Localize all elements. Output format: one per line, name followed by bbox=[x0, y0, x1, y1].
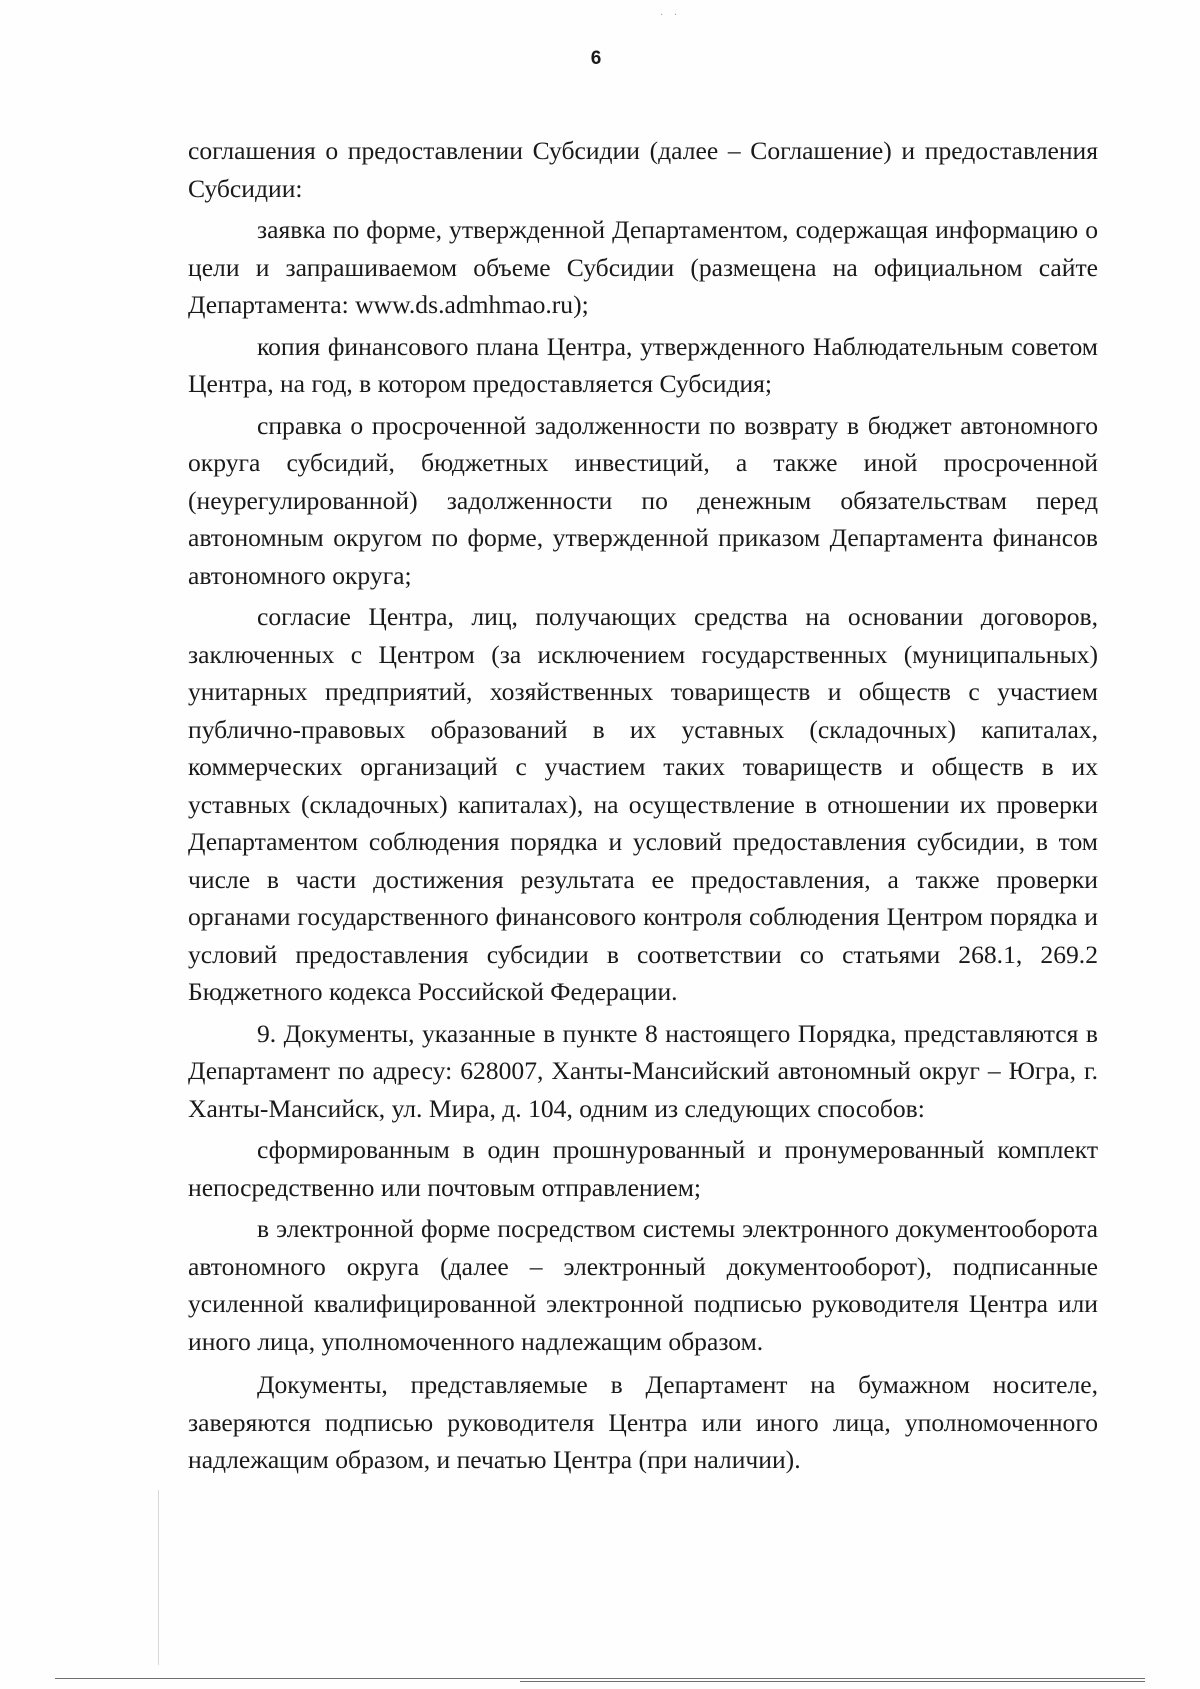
paragraph-paper-submission: сформированным в один прошнурованный и пронумерованный комплект непосредственно или почтовым отправлением; bbox=[188, 1135, 1098, 1202]
scan-bottom-edge bbox=[55, 1678, 1145, 1679]
paragraph-application: заявка по форме, утвержденной Департаментом, содержащая информацию о цели и запрашиваемом объеме Субсидии (размещена на официальном сайте Департамента: www.ds.admhmao.ru); bbox=[188, 215, 1098, 319]
scan-specks: · · bbox=[660, 10, 682, 21]
paragraph-financial-plan-copy: копия финансового плана Центра, утвержденного Наблюдательным советом Центра, на год, в котором предоставляется Субсидия; bbox=[188, 331, 1098, 398]
scan-bottom-edge-secondary bbox=[520, 1681, 1145, 1682]
paragraph-debt-certificate: справка о просроченной задолженности по возврату в бюджет автономного округа субсидий, бюджетных инвестиций, а также иной просроченной (неурегулированной) задолженности по денежным обязательствам перед автономным округом по форме, утвержденной приказом Департамента финансов автономного округа; bbox=[188, 410, 1098, 590]
page-number: 6 bbox=[590, 48, 602, 69]
paragraph-paper-certification: Документы, представляемые в Департамент на бумажном носителе, заверяются подписью руководителя Центра или иного лица, уполномоченного надлежащим образом, и печатью Центра (при наличии). bbox=[188, 1370, 1098, 1474]
paragraph-item-9: 9. Документы, указанные в пункте 8 настоящего Порядка, представляются в Департамент по адресу: 628007, Ханты-Мансийский автономный округ – Югра, г. Ханты-Мансийск, ул. Мира, д. 104, одним из следующих способов: bbox=[188, 1018, 1098, 1123]
paragraph-agreement-continuation: соглашения о предоставлении Субсидии (далее – Соглашение) и предоставления Субсидии: bbox=[188, 136, 1098, 203]
document-body bbox=[188, 132, 1098, 1479]
paragraph-electronic-submission: в электронной форме посредством системы электронного документооборота автономного округа (далее – электронный документооборот), подписанные усиленной квалифицированной электронной подписью руководителя Центра или иного лица, уполномоченного надлежащим образом. bbox=[188, 1214, 1098, 1356]
paragraph-consent: согласие Центра, лиц, получающих средства на основании договоров, заключенных с Центром (за исключением государственных (муниципальных) унитарных предприятий, хозяйственных товариществ и обществ с участием публично-правовых образований в их уставных (складочных) капиталах, коммерческих организаций с участием таких товариществ и обществ в их уставных (складочных) капиталах), на осуществление в отношении их проверки Департаментом соблюдения порядка и условий предоставления субсидии, в том числе в части достижения результата ее предоставления, а также проверки органами государственного финансового контроля соблюдения Центром порядка и условий предоставления субсидии в соответствии со статьями 268.1, 269.2 Бюджетного кодекса Российской Федерации. bbox=[188, 602, 1098, 1006]
scan-margin-line bbox=[158, 1490, 159, 1665]
